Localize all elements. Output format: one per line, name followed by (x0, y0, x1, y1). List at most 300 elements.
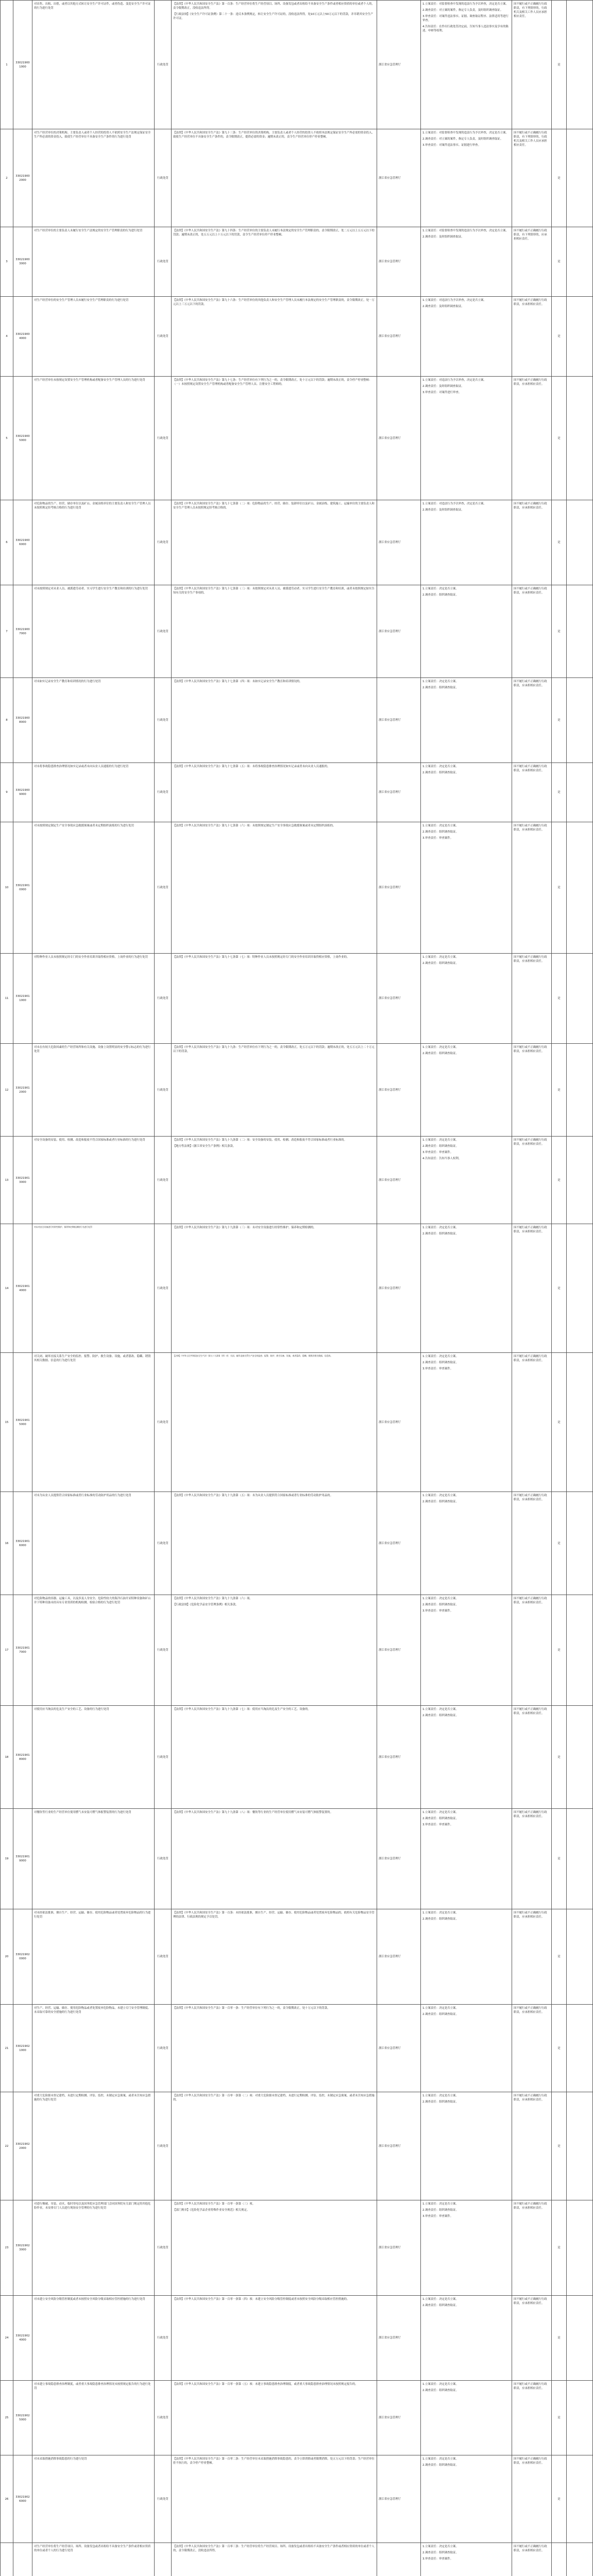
duty-items (421, 2296, 512, 2381)
duty-items-paragraph: 2.调查责任：对立案的案件，指定专人负责，及时组织调查取证。 (422, 9, 503, 12)
duty-items-paragraph: 1.立案责任：对监督检查中发现的违法行为予以审查，决定是否立案。 (422, 229, 509, 232)
legal-basis (172, 1909, 377, 2005)
duty-items (421, 377, 512, 500)
implementing-body: 浙江省应急管理厅 (377, 1492, 421, 1595)
implementing-body: 浙江省应急管理厅 (377, 1706, 421, 1809)
table-row (1, 1224, 593, 1353)
remark (567, 1224, 593, 1353)
item-name: 对未按照规定对从业人员、被派遣劳动者、实习学生进行安全生产教育和培训的行为进行处罚 (32, 585, 155, 678)
legal-basis-paragraph: 【行政法规】《危险化学品安全管理条例》相关条款。 (173, 1603, 239, 1606)
legal-basis-paragraph: 【法律】《中华人民共和国安全生产法》第一百零一条第（二）项：对重大危险源未登记建档，未进行定期检测、评估、监控，未制定应急预案，或者未告知应急措施的。 (173, 2094, 375, 2102)
implementing-body: 浙江省应急管理厅 (377, 1809, 421, 1909)
legal-basis-paragraph: 【法律】《中华人民共和国安全生产法》第九十九条第（四）项：关闭、破坏直接关系生产安全的监控、报警、防护、救生设备、设施，或者篡改、隐瞒、销毁其相关数据、信息的。 (173, 1354, 333, 1357)
table-row (1, 2092, 593, 2200)
remark (567, 297, 593, 377)
remark (567, 1044, 593, 1137)
legal-basis (172, 763, 377, 822)
duty-items-paragraph: 2.调查责任：组织调查取证。 (422, 831, 459, 834)
legal-basis-paragraph: 【法律】《中华人民共和国安全生产法》第九十九条第（七）项：使用应当淘汰的危及生产安全的工艺、设备的。 (173, 1708, 311, 1711)
applicable-mark: 是 (552, 2200, 567, 2296)
duty-items-paragraph: 1.立案责任：对违法行为予以审查，决定是否立案。 (422, 502, 486, 505)
remark (567, 1809, 593, 1909)
applicable-mark: 是 (552, 377, 567, 500)
row-number: 14 (1, 1224, 13, 1353)
legal-basis-paragraph: 【法律】《中华人民共和国安全生产法》第一百零一条第（五）项：未建立事故隐患排查治理制度，或者重大事故隐患排查治理情况未按照规定报告的。 (173, 2383, 358, 2386)
duty-items (421, 1492, 512, 1595)
duty-items-paragraph: 1.立案责任：决定是否立案。 (422, 1911, 459, 1914)
duty-items (421, 1909, 512, 2005)
remark (567, 1706, 593, 1809)
remark (567, 2543, 593, 2576)
implementing-body: 浙江省应急管理厅 (377, 297, 421, 377)
row-number: 3 (1, 227, 13, 297)
item-name: 对未对安全设备进行经常性维护、保养和定期检测的行为进行处罚 (32, 1224, 155, 1353)
item-name: 对生产经营单位的安全生产管理人员未履行安全生产管理职责的行为进行处罚 (32, 297, 155, 377)
legal-basis (172, 2200, 377, 2296)
legal-basis-paragraph: 【法律】《中华人民共和国安全生产法》第九十六条：生产经营单位的其他负责人和安全生产管理人员未履行本法规定的安全生产管理职责的，责令限期改正，处一万元以上三万元以下的罚款。 (173, 299, 375, 306)
duty-items (421, 2455, 512, 2543)
remark (567, 1492, 593, 1595)
applicable-mark: 是 (552, 1224, 567, 1353)
row-number: 17 (1, 1595, 13, 1706)
duty-items-paragraph: 3.审查责任：审查案件。 (422, 2215, 453, 2218)
table-row (1, 1044, 593, 1137)
row-number: 7 (1, 585, 13, 678)
duty-items-paragraph: 1.立案责任：决定是否立案。 (422, 2458, 459, 2461)
item-type: 行政处罚 (155, 1, 172, 129)
item-code: 330219019000 (13, 1809, 32, 1909)
table-row (1, 2200, 593, 2296)
duty-items-paragraph: 1.立案责任：决定是否立案。 (422, 1494, 459, 1497)
applicable-mark: 是 (552, 1353, 567, 1492)
duty-items-paragraph: 3.审查责任：对案件违法事实、证据、调查取证程序、法律适用等进行审查。 (422, 15, 509, 22)
item-code: 330219014000 (13, 1224, 32, 1353)
duty-items (421, 2381, 512, 2455)
duty-items-paragraph: 2.调查责任：组织调查取证。 (422, 1232, 459, 1235)
applicable-mark: 是 (552, 763, 567, 822)
implementing-body: 浙江省应急管理厅 (377, 822, 421, 954)
legal-basis (172, 1, 377, 129)
item-type: 行政处罚 (155, 678, 172, 763)
accountability: 因不履行或不正确履行行政职责，应承担相应责任。 (512, 1224, 552, 1353)
duty-items-paragraph: 2.调查责任：组织调查取证。 (422, 771, 459, 774)
item-name: 对生产经营单位的决策机构、主要负责人或者个人经营的投资人不依照安全生产法规定保证安全生产所必需的资金投入，致使生产经营单位不具备安全生产条件的行为进行处罚 (32, 129, 155, 227)
applicable-mark: 是 (552, 297, 567, 377)
remark (567, 2005, 593, 2092)
remark (567, 763, 593, 822)
applicable-mark: 是 (552, 678, 567, 763)
item-type: 行政处罚 (155, 1809, 172, 1909)
applicable-mark: 是 (552, 2296, 567, 2381)
accountability: 因不履行或不正确履行行政职责，有下列情形的，行政机关及相关工作人员应承担相应责任。 (512, 1, 552, 129)
duty-items (421, 1137, 512, 1224)
table-row (1, 1353, 593, 1492)
implementing-body: 浙江省应急管理厅 (377, 1137, 421, 1224)
duty-items (421, 763, 512, 822)
table-row (1, 227, 593, 297)
legal-basis (172, 822, 377, 954)
accountability: 因不履行或不正确履行行政职责，应承担相应责任。 (512, 500, 552, 585)
legal-basis-paragraph: 【法律】《中华人民共和国安全生产法》第一百条：未经依法批准，擅自生产、经营、运输、储存、使用危险物品或者处置废弃危险物品的，依照有关危险物品安全管理的法律、行政法规的规定予以处罚。 (173, 1911, 375, 1919)
duty-items-paragraph: 2.调查责任：组织调查取证。 (422, 594, 459, 597)
legal-basis-paragraph: 【法律】《中华人民共和国安全生产法》第一百零一条第（三）项。 (173, 2202, 256, 2206)
item-code: 330219024000 (13, 2296, 32, 2381)
implementing-body: 浙江省应急管理厅 (377, 377, 421, 500)
duty-items-paragraph: 1.立案责任：决定是否立案。 (422, 1811, 459, 1814)
row-number (1, 2543, 13, 2576)
legal-basis (172, 2005, 377, 2092)
item-type (155, 2543, 172, 2576)
legal-basis (172, 2092, 377, 2200)
applicable-mark: 是 (552, 1, 567, 129)
item-name: 对未在有较大危险因素的生产经营场所和有关设施、设备上设置明显的安全警示标志的行为进行处罚 (32, 1044, 155, 1137)
applicable-mark: 是 (552, 500, 567, 585)
duty-items-paragraph: 2.调查责任：组织调查取证。 (422, 2389, 459, 2392)
legal-basis-paragraph: 【法律】《中华人民共和国安全生产法》第九十七条：生产经营单位有下列行为之一的，责令限期改正，处十万元以下的罚款；逾期未改正的，责令停产停业整顿：（一）未按照规定设置安全生产管理机构或者配备安全生产管理人员、注册安全工程师的。 (173, 379, 372, 386)
duty-items-paragraph: 1.立案责任：对监督检查中发现的违法行为予以审查，决定是否立案。 (422, 3, 509, 6)
legal-basis (172, 2543, 377, 2576)
duty-items-paragraph: 2.调查责任：组织调查取证。 (422, 962, 459, 965)
item-code: 330219003000 (13, 227, 32, 297)
duty-items-paragraph: 1.立案责任：决定是否立案。 (422, 1708, 459, 1711)
duty-items-paragraph: 1.立案责任：决定是否立案。 (422, 680, 459, 683)
duty-items (421, 585, 512, 678)
duty-items (421, 678, 512, 763)
applicable-mark: 是 (552, 954, 567, 1044)
implementing-body: 浙江省应急管理厅 (377, 129, 421, 227)
item-code: 330219016000 (13, 1492, 32, 1595)
item-code: 330219026000 (13, 2455, 32, 2543)
item-name: 对餐饮等行业的生产经营单位使用燃气未安装可燃气体报警装置的行为进行处罚 (32, 1809, 155, 1909)
accountability: 因不履行或不正确履行行政职责，应承担相应责任。 (512, 822, 552, 954)
applicable-mark: 是 (552, 2381, 567, 2455)
duty-items (421, 1044, 512, 1137)
row-number: 8 (1, 678, 13, 763)
row-number: 15 (1, 1353, 13, 1492)
item-code: 330219011000 (13, 954, 32, 1044)
item-code: 330219001000 (13, 1, 32, 129)
duty-items-paragraph: 2.调查责任：组织调查取证。 (422, 2100, 459, 2104)
duty-items-paragraph: 1.立案责任：决定是否立案。 (422, 2094, 459, 2097)
legal-basis (172, 1706, 377, 1809)
duty-items-paragraph: 1.立案责任：决定是否立案。 (422, 1139, 459, 1142)
applicable-mark: 是 (552, 585, 567, 678)
row-number: 20 (1, 1909, 13, 2005)
applicable-mark: 是 (552, 1595, 567, 1706)
accountability: 因不履行或不正确履行行政职责，应承担相应责任。 (512, 678, 552, 763)
item-code: 330219006000 (13, 500, 32, 585)
legal-basis (172, 954, 377, 1044)
item-type: 行政处罚 (155, 1224, 172, 1353)
duty-items (421, 2092, 512, 2200)
accountability: 因不履行或不正确履行行政职责，应承担相应责任。 (512, 2296, 552, 2381)
remark (567, 500, 593, 585)
applicable-mark (552, 2543, 567, 2576)
duty-items (421, 1809, 512, 1909)
item-code: 330219017000 (13, 1595, 32, 1706)
duty-items-paragraph: 1.立案责任：决定是否立案。 (422, 765, 459, 768)
legal-basis (172, 1137, 377, 1224)
remark (567, 377, 593, 500)
legal-basis-paragraph: 【法律】《中华人民共和国安全生产法》第九十四条：生产经营单位的主要负责人未履行本法规定的安全生产管理职责的，责令限期改正，处二万元以上五万元以下的罚款；逾期未改正的，处五万元以上十万元以下的罚款，责令生产经营单位停产停业整顿。 (173, 229, 375, 236)
duty-items-paragraph: 1.立案责任：决定是否立案。 (422, 2545, 459, 2548)
legal-basis-paragraph: 【法律】《中华人民共和国安全生产法》第一百零二条：生产经营单位未采取措施消除事故隐患的，责令立即消除或者限期消除，处五万元以下的罚款；生产经营单位拒不执行的，责令停产停业整顿。 (173, 2458, 375, 2465)
accountability: 因不履行或不正确履行行政职责，应承担相应责任。 (512, 954, 552, 1044)
legal-basis-paragraph: 【行政法规】《安全生产许可证条例》第二十一条：违反本条例规定，转让安全生产许可证的，没收违法所得，处10万元以上50万元以下的罚款，并吊销其安全生产许可证。 (173, 13, 374, 20)
table-row (1, 1, 593, 129)
item-type: 行政处罚 (155, 227, 172, 297)
duty-items-paragraph: 3.审查责任：审查案件。 (422, 1609, 453, 1613)
accountability: 因不履行或不正确履行行政职责，应承担相应责任。 (512, 1809, 552, 1909)
remark (567, 954, 593, 1044)
duty-items-paragraph: 2.调查责任：组织调查取证。 (422, 1603, 459, 1606)
legal-basis (172, 2455, 377, 2543)
duty-items-paragraph: 1.立案责任：决定是否立案。 (422, 956, 459, 959)
duty-items-paragraph: 3.审查责任：审查案件。 (422, 1151, 453, 1154)
duty-items-paragraph: 2.调查责任：组织调查取证。 (422, 1714, 459, 1717)
implementing-body: 浙江省应急管理厅 (377, 2296, 421, 2381)
row-number: 18 (1, 1706, 13, 1809)
item-code: 330219012000 (13, 1044, 32, 1137)
remark (567, 2092, 593, 2200)
legal-basis-paragraph: 【法律】《中华人民共和国安全生产法》第一百条：生产经营单位将生产经营项目、场所、设备发包或者出租给不具备安全生产条件或者相应资质的单位或者个人的，责令限期改正，没收违法所得。 (173, 3, 375, 10)
accountability: 因不履行或不正确履行行政职责，应承担相应责任。 (512, 1492, 552, 1595)
item-name: 对关闭、破坏直接关系生产安全的监控、报警、防护、救生设备、设施，或者篡改、隐瞒、销毁其相关数据、信息的行为进行处罚 (32, 1353, 155, 1492)
legal-basis (172, 678, 377, 763)
duty-items-paragraph: 3.审查责任：审查案件。 (422, 1367, 453, 1370)
accountability: 因不履行或不正确履行行政职责，应承担相应责任。 (512, 2455, 552, 2543)
legal-basis (172, 1353, 377, 1492)
table-row (1, 1809, 593, 1909)
remark (567, 1, 593, 129)
table-row (1, 377, 593, 500)
table-row (1, 2455, 593, 2543)
duty-items-paragraph: 3.审查责任：审查案件。 (422, 1823, 453, 1826)
item-code (13, 2543, 32, 2576)
duty-items (421, 2200, 512, 2296)
duty-items-paragraph: 2.调查责任：组织调查取证。 (422, 2209, 459, 2212)
table-row (1, 2296, 593, 2381)
duty-items (421, 227, 512, 297)
accountability: 因不履行或不正确履行行政职责，应承担相应责任。 (512, 377, 552, 500)
legal-basis (172, 129, 377, 227)
duty-items-paragraph: 2.调查责任：组织调查取证。 (422, 2464, 459, 2467)
legal-basis (172, 1809, 377, 1909)
row-number: 19 (1, 1809, 13, 1909)
accountability: 因不履行或不正确履行行政职责，应承担相应责任。 (512, 585, 552, 678)
duty-items-paragraph: 1.立案责任：决定是否立案。 (422, 1597, 459, 1600)
applicable-mark: 是 (552, 1809, 567, 1909)
accountability: 因不履行或不正确履行行政职责，应承担相应责任。 (512, 1706, 552, 1809)
implementing-body: 浙江省应急管理厅 (377, 1595, 421, 1706)
legal-basis-paragraph: 【法律】《中华人民共和国安全生产法》第九十七条第（三）项：未按照规定对从业人员、被派遣劳动者、实习学生进行安全生产教育和培训，或者未按照规定如实告知有关的安全生产事项的。 (173, 587, 375, 595)
duty-items-paragraph: 2.调查责任：组织调查取证。 (422, 686, 459, 689)
duty-items-paragraph: 1.立案责任：对违法行为予以审查，决定是否立案。 (422, 379, 486, 382)
item-type: 行政处罚 (155, 129, 172, 227)
item-type: 行政处罚 (155, 585, 172, 678)
legal-basis (172, 2381, 377, 2455)
duty-items-paragraph: 4.告知责任：在作出行政处罚决定前，告知当事人违法事实及享有的陈述、申辩等权利。 (422, 25, 509, 32)
remark (567, 1909, 593, 2005)
item-code: 330219025000 (13, 2381, 32, 2455)
remark (567, 2381, 593, 2455)
implementing-body: 浙江省应急管理厅 (377, 500, 421, 585)
item-name: 对出售、出租、出借，或者以其他方式转让安全生产许可证件，或者伪造、变造安全生产许可证的行为进行处罚 (32, 1, 155, 129)
legal-basis (172, 1224, 377, 1353)
item-type: 行政处罚 (155, 1909, 172, 2005)
implementing-body: 浙江省应急管理厅 (377, 585, 421, 678)
legal-basis (172, 585, 377, 678)
accountability: 因不履行或不正确履行行政职责，应承担相应责任。 (512, 763, 552, 822)
applicable-mark: 是 (552, 1909, 567, 2005)
accountability: 因不履行或不正确履行行政职责，应承担相应责任。 (512, 2005, 552, 2092)
item-type: 行政处罚 (155, 1492, 172, 1595)
item-type: 行政处罚 (155, 2455, 172, 2543)
duty-items-paragraph: 2.调查责任：及时组织调查取证。 (422, 305, 464, 308)
legal-basis (172, 1492, 377, 1595)
item-type: 行政处罚 (155, 1353, 172, 1492)
legal-basis-paragraph: 【法律】《中华人民共和国安全生产法》第一百零一条：生产经营单位有下列行为之一的，责令限期改正，处十万元以下的罚款。 (173, 2007, 330, 2010)
legal-basis-paragraph: 【法律】《中华人民共和国安全生产法》第九十九条第（八）项：餐饮等行业的生产经营单位使用燃气未安装可燃气体报警装置的。 (173, 1811, 333, 1814)
row-number: 22 (1, 2092, 13, 2200)
item-type: 行政处罚 (155, 954, 172, 1044)
duty-items-paragraph: 2.调查责任：组织调查取证。 (422, 1361, 459, 1364)
item-name: 对未建立安全风险分级管控制度或者未按照安全风险分级采取相应管控措施的行为进行处罚 (32, 2296, 155, 2381)
accountability: 因不履行或不正确履行行政职责，应承担相应责任。 (512, 2092, 552, 2200)
duty-items-paragraph: 1.立案责任：决定是否立案。 (422, 1355, 459, 1358)
table-row (1, 763, 593, 822)
duty-items (421, 500, 512, 585)
implementing-body: 浙江省应急管理厅 (377, 1909, 421, 2005)
item-code: 330219018000 (13, 1706, 32, 1809)
item-code: 330219002000 (13, 129, 32, 227)
duty-items-paragraph: 2.调查责任：及时组织调查取证。 (422, 385, 464, 388)
row-number: 4 (1, 297, 13, 377)
remark (567, 1595, 593, 1706)
legal-basis-paragraph: 【法律】《中华人民共和国安全生产法》第九十七条第（四）项：未如实记录安全生产教育和培训情况的。 (173, 680, 302, 683)
duty-items (421, 1353, 512, 1492)
remark (567, 2200, 593, 2296)
duty-items (421, 822, 512, 954)
duty-items-paragraph: 1.立案责任：决定是否立案。 (422, 2202, 459, 2206)
applicable-mark: 是 (552, 1044, 567, 1137)
item-type: 行政处罚 (155, 1595, 172, 1706)
duty-items-paragraph: 1.立案责任：决定是否立案。 (422, 824, 459, 827)
implementing-body: 浙江省应急管理厅 (377, 2455, 421, 2543)
implementing-body: 浙江省应急管理厅 (377, 2092, 421, 2200)
duty-items (421, 1224, 512, 1353)
duty-items-paragraph: 1.立案责任：对违法行为予以审查，决定是否立案。 (422, 299, 486, 302)
accountability: 因不履行或不正确履行行政职责，应承担相应责任。 (512, 2200, 552, 2296)
legal-basis (172, 2296, 377, 2381)
applicable-mark: 是 (552, 2092, 567, 2200)
legal-basis-paragraph: 【法律】《中华人民共和国安全生产法》第九十七条第（七）项：特种作业人员未按照规定经专门的安全作业培训并取得相应资格，上岗作业的。 (173, 956, 350, 959)
duty-items (421, 2005, 512, 2092)
item-name: 对危险物品的容器、运输工具，以及涉及人身安全、危险性较大的海洋石油开采特种设备和矿山井下特种设备未经具有专业资质的机构检测、检验合格的行为进行处罚 (32, 1595, 155, 1706)
duty-items (421, 1, 512, 129)
item-name: 对未为从业人员提供符合国家标准或者行业标准的劳动防护用品的行为进行处罚 (32, 1492, 155, 1595)
item-code: 330219007000 (13, 585, 32, 678)
row-number: 6 (1, 500, 13, 585)
accountability: 因不履行或不正确履行行政职责，应承担相应责任。 (512, 1909, 552, 2005)
row-number: 13 (1, 1137, 13, 1224)
table-row (1, 954, 593, 1044)
duty-items-paragraph: 4.告知责任：告知当事人权利。 (422, 1157, 462, 1160)
item-type: 行政处罚 (155, 2296, 172, 2381)
accountability: 因不履行或不正确履行行政职责，有下列情形的，行政机关及相关工作人员应承担相应责任。 (512, 129, 552, 227)
duty-items-paragraph: 3.审查责任：审查案件。 (422, 837, 453, 840)
implementing-body: 浙江省应急管理厅 (377, 227, 421, 297)
row-number: 16 (1, 1492, 13, 1595)
table-row (1, 2381, 593, 2455)
accountability: 因不履行或不正确履行行政职责，应承担相应责任。 (512, 297, 552, 377)
item-type: 行政处罚 (155, 822, 172, 954)
table-row (1, 678, 593, 763)
accountability: 因不履行或不正确履行行政职责，应承担相应责任。 (512, 1044, 552, 1137)
legal-basis-paragraph: 【法律】《中华人民共和国安全生产法》第九十九条第（六）项。 (173, 1597, 252, 1600)
row-number: 11 (1, 954, 13, 1044)
legal-basis-paragraph: 【部门规章】《危险化学品企业特殊作业安全规范》相关规定。 (173, 2209, 250, 2212)
legal-basis-paragraph: 【地方性法规】《浙江省安全生产条例》相关条款。 (173, 1145, 236, 1148)
duty-items-paragraph: 1.立案责任：决定是否立案。 (422, 2383, 459, 2386)
table-row (1, 500, 593, 585)
item-type: 行政处罚 (155, 2005, 172, 2092)
duty-items-paragraph: 2.调查责任：组织调查取证。 (422, 1918, 459, 1921)
accountability: 因不履行或不正确履行行政职责，应承担相应责任。 (512, 1595, 552, 1706)
item-type: 行政处罚 (155, 2092, 172, 2200)
table-row (1, 129, 593, 227)
legal-basis-paragraph: 【法律】《中华人民共和国安全生产法》第九十九条第（五）项：未为从业人员提供符合国家标准或者行业标准的劳动防护用品的。 (173, 1494, 333, 1497)
row-number: 5 (1, 377, 13, 500)
item-name: 对生产经营单位的主要负责人未履行安全生产法规定的安全生产管理职责的行为进行处罚 (32, 227, 155, 297)
row-number: 23 (1, 2200, 13, 2296)
remark (567, 1137, 593, 1224)
legal-basis (172, 1595, 377, 1706)
accountability: 因不履行或不正确履行行政职责，应承担相应责任。 (512, 2543, 552, 2576)
item-name: 对未如实记录安全生产教育和培训情况的行为进行处罚 (32, 678, 155, 763)
duty-items-paragraph: 2.调查责任：组织调查取证。 (422, 1052, 459, 1055)
implementing-body: 浙江省应急管理厅 (377, 2381, 421, 2455)
item-name: 对进行爆破、吊装、动火、临时用电以及国务院应急管理部门会同国务院有关部门规定的其他危险作业，未安排专门人员进行现场安全管理的行为进行处罚 (32, 2200, 155, 2296)
duty-items-paragraph: 3.审查责任：审查案件。 (422, 2557, 453, 2561)
remark (567, 2296, 593, 2381)
legal-basis (172, 227, 377, 297)
row-number: 21 (1, 2005, 13, 2092)
duty-items-paragraph: 1.立案责任：决定是否立案。 (422, 587, 459, 590)
duty-items-paragraph: 3.审查责任：对案件违法事实、证据进行审查。 (422, 144, 481, 147)
item-code: 330219020000 (13, 1909, 32, 2005)
item-code: 330219015000 (13, 1353, 32, 1492)
item-code: 330219013000 (13, 1137, 32, 1224)
duty-items-paragraph: 2.调查责任：对立案的案件，指定专人负责，及时组织调查取证。 (422, 138, 503, 141)
item-code: 330219009000 (13, 763, 32, 822)
remark (567, 227, 593, 297)
accountability: 因不履行或不正确履行行政职责，应承担相应责任。 (512, 1137, 552, 1224)
item-code: 330219022000 (13, 2092, 32, 2200)
item-type: 行政处罚 (155, 377, 172, 500)
item-name: 对生产、经营、运输、储存、使用危险物品或者处置废弃危险物品，未建立专门安全管理制度、未采取可靠的安全措施的行为进行处罚 (32, 2005, 155, 2092)
remark (567, 822, 593, 954)
applicable-mark: 是 (552, 129, 567, 227)
table-row (1, 822, 593, 954)
remark (567, 1353, 593, 1492)
duty-items (421, 1595, 512, 1706)
duty-items-paragraph: 1.立案责任：对监督检查中发现的违法行为予以审查，决定是否立案。 (422, 131, 509, 134)
duty-items (421, 2543, 512, 2576)
duty-items-paragraph: 1.立案责任：决定是否立案。 (422, 1046, 459, 1049)
implementing-body: 浙江省应急管理厅 (377, 1353, 421, 1492)
item-name: 对未按照规定制定生产安全事故应急救援预案或者未定期组织演练的行为进行处罚 (32, 822, 155, 954)
